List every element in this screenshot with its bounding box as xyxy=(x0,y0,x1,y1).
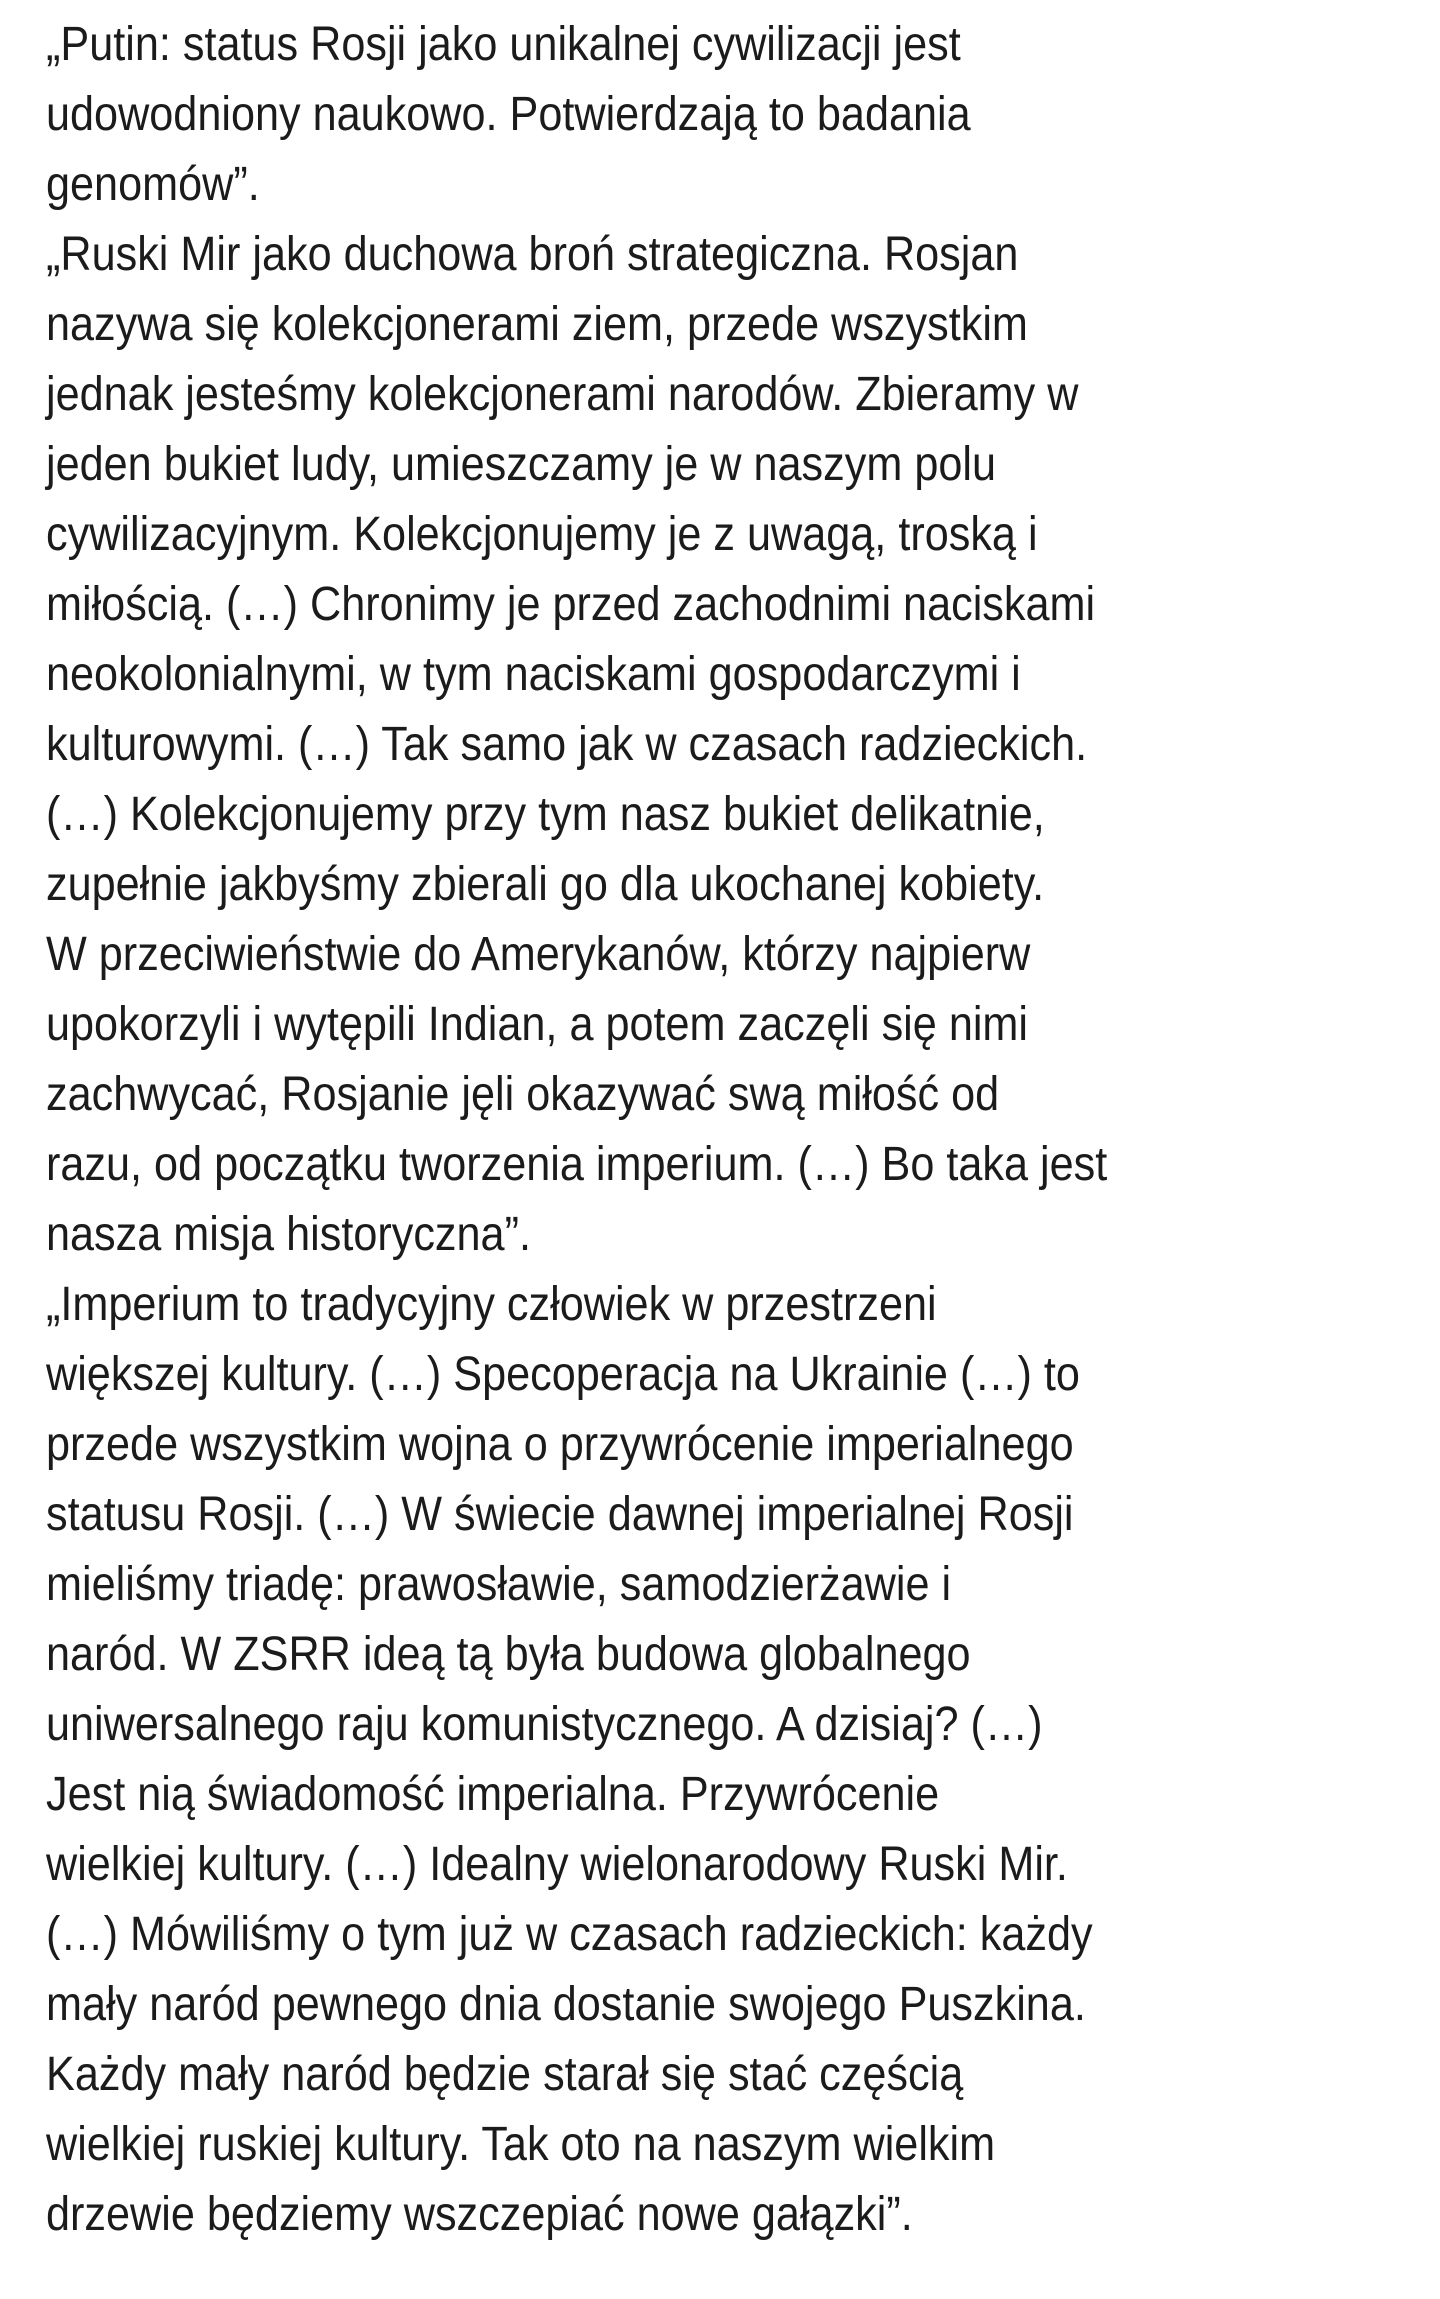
text-line: większej kultury. (…) Specoperacja na Ukrainie (…) to xyxy=(46,1348,1080,1401)
text-line: „Imperium to tradycyjny człowiek w przestrzeni xyxy=(46,1278,937,1331)
text-line: jednak jesteśmy kolekcjonerami narodów. Zbieramy w xyxy=(46,368,1079,421)
text-line: W przeciwieństwie do Amerykanów, którzy najpierw xyxy=(46,928,1031,981)
text-line: udowodniony naukowo. Potwierdzają to badania xyxy=(46,88,971,141)
text-line: wielkiej kultury. (…) Idealny wielonarodowy Ruski Mir. xyxy=(46,1838,1068,1891)
text-line: (…) Mówiliśmy o tym już w czasach radzieckich: każdy xyxy=(46,1908,1093,1961)
text-line: statusu Rosji. (…) W świecie dawnej imperialnej Rosji xyxy=(46,1488,1074,1541)
text-line: przede wszystkim wojna o przywrócenie imperialnego xyxy=(46,1418,1074,1471)
text-line: miłością. (…) Chronimy je przed zachodnimi naciskami xyxy=(46,578,1096,631)
text-line: genomów”. xyxy=(46,158,260,211)
text-line: nazywa się kolekcjonerami ziem, przede wszystkim xyxy=(46,298,1028,351)
text-line: jeden bukiet ludy, umieszczamy je w naszym polu xyxy=(46,438,997,491)
text-line: drzewie będziemy wszczepiać nowe gałązki”. xyxy=(46,2188,913,2241)
text-line: (…) Kolekcjonujemy przy tym nasz bukiet delikatnie, xyxy=(46,788,1045,841)
text-line: zupełnie jakbyśmy zbierali go dla ukochanej kobiety. xyxy=(46,858,1045,911)
text-line: uniwersalnego raju komunistycznego. A dzisiaj? (…) xyxy=(46,1698,1043,1751)
text-line: kulturowymi. (…) Tak samo jak w czasach radzieckich. xyxy=(46,718,1088,771)
text-line: wielkiej ruskiej kultury. Tak oto na naszym wielkim xyxy=(46,2118,996,2171)
text-line: Każdy mały naród będzie starał się stać częścią xyxy=(46,2048,964,2101)
text-line: zachwycać, Rosjanie jęli okazywać swą miłość od xyxy=(46,1068,1000,1121)
text-line: upokorzyli i wytępili Indian, a potem zaczęli się nimi xyxy=(46,998,1029,1051)
text-line: razu, od początku tworzenia imperium. (…) Bo taka jest xyxy=(46,1138,1108,1191)
text-line: cywilizacyjnym. Kolekcjonujemy je z uwagą, troską i xyxy=(46,508,1038,561)
text-line: „Ruski Mir jako duchowa broń strategiczna. Rosjan xyxy=(46,228,1019,281)
text-line: „Putin: status Rosji jako unikalnej cywilizacji jest xyxy=(46,18,961,71)
text-line: mały naród pewnego dnia dostanie swojego Puszkina. xyxy=(46,1978,1086,2031)
text-line: naród. W ZSRR ideą tą była budowa globalnego xyxy=(46,1628,971,1681)
text-line: Jest nią świadomość imperialna. Przywrócenie xyxy=(46,1768,940,1821)
text-line: mieliśmy triadę: prawosławie, samodzierżawie i xyxy=(46,1558,952,1611)
text-line: nasza misja historyczna”. xyxy=(46,1208,531,1261)
text-line: neokolonialnymi, w tym naciskami gospodarczymi i xyxy=(46,648,1021,701)
